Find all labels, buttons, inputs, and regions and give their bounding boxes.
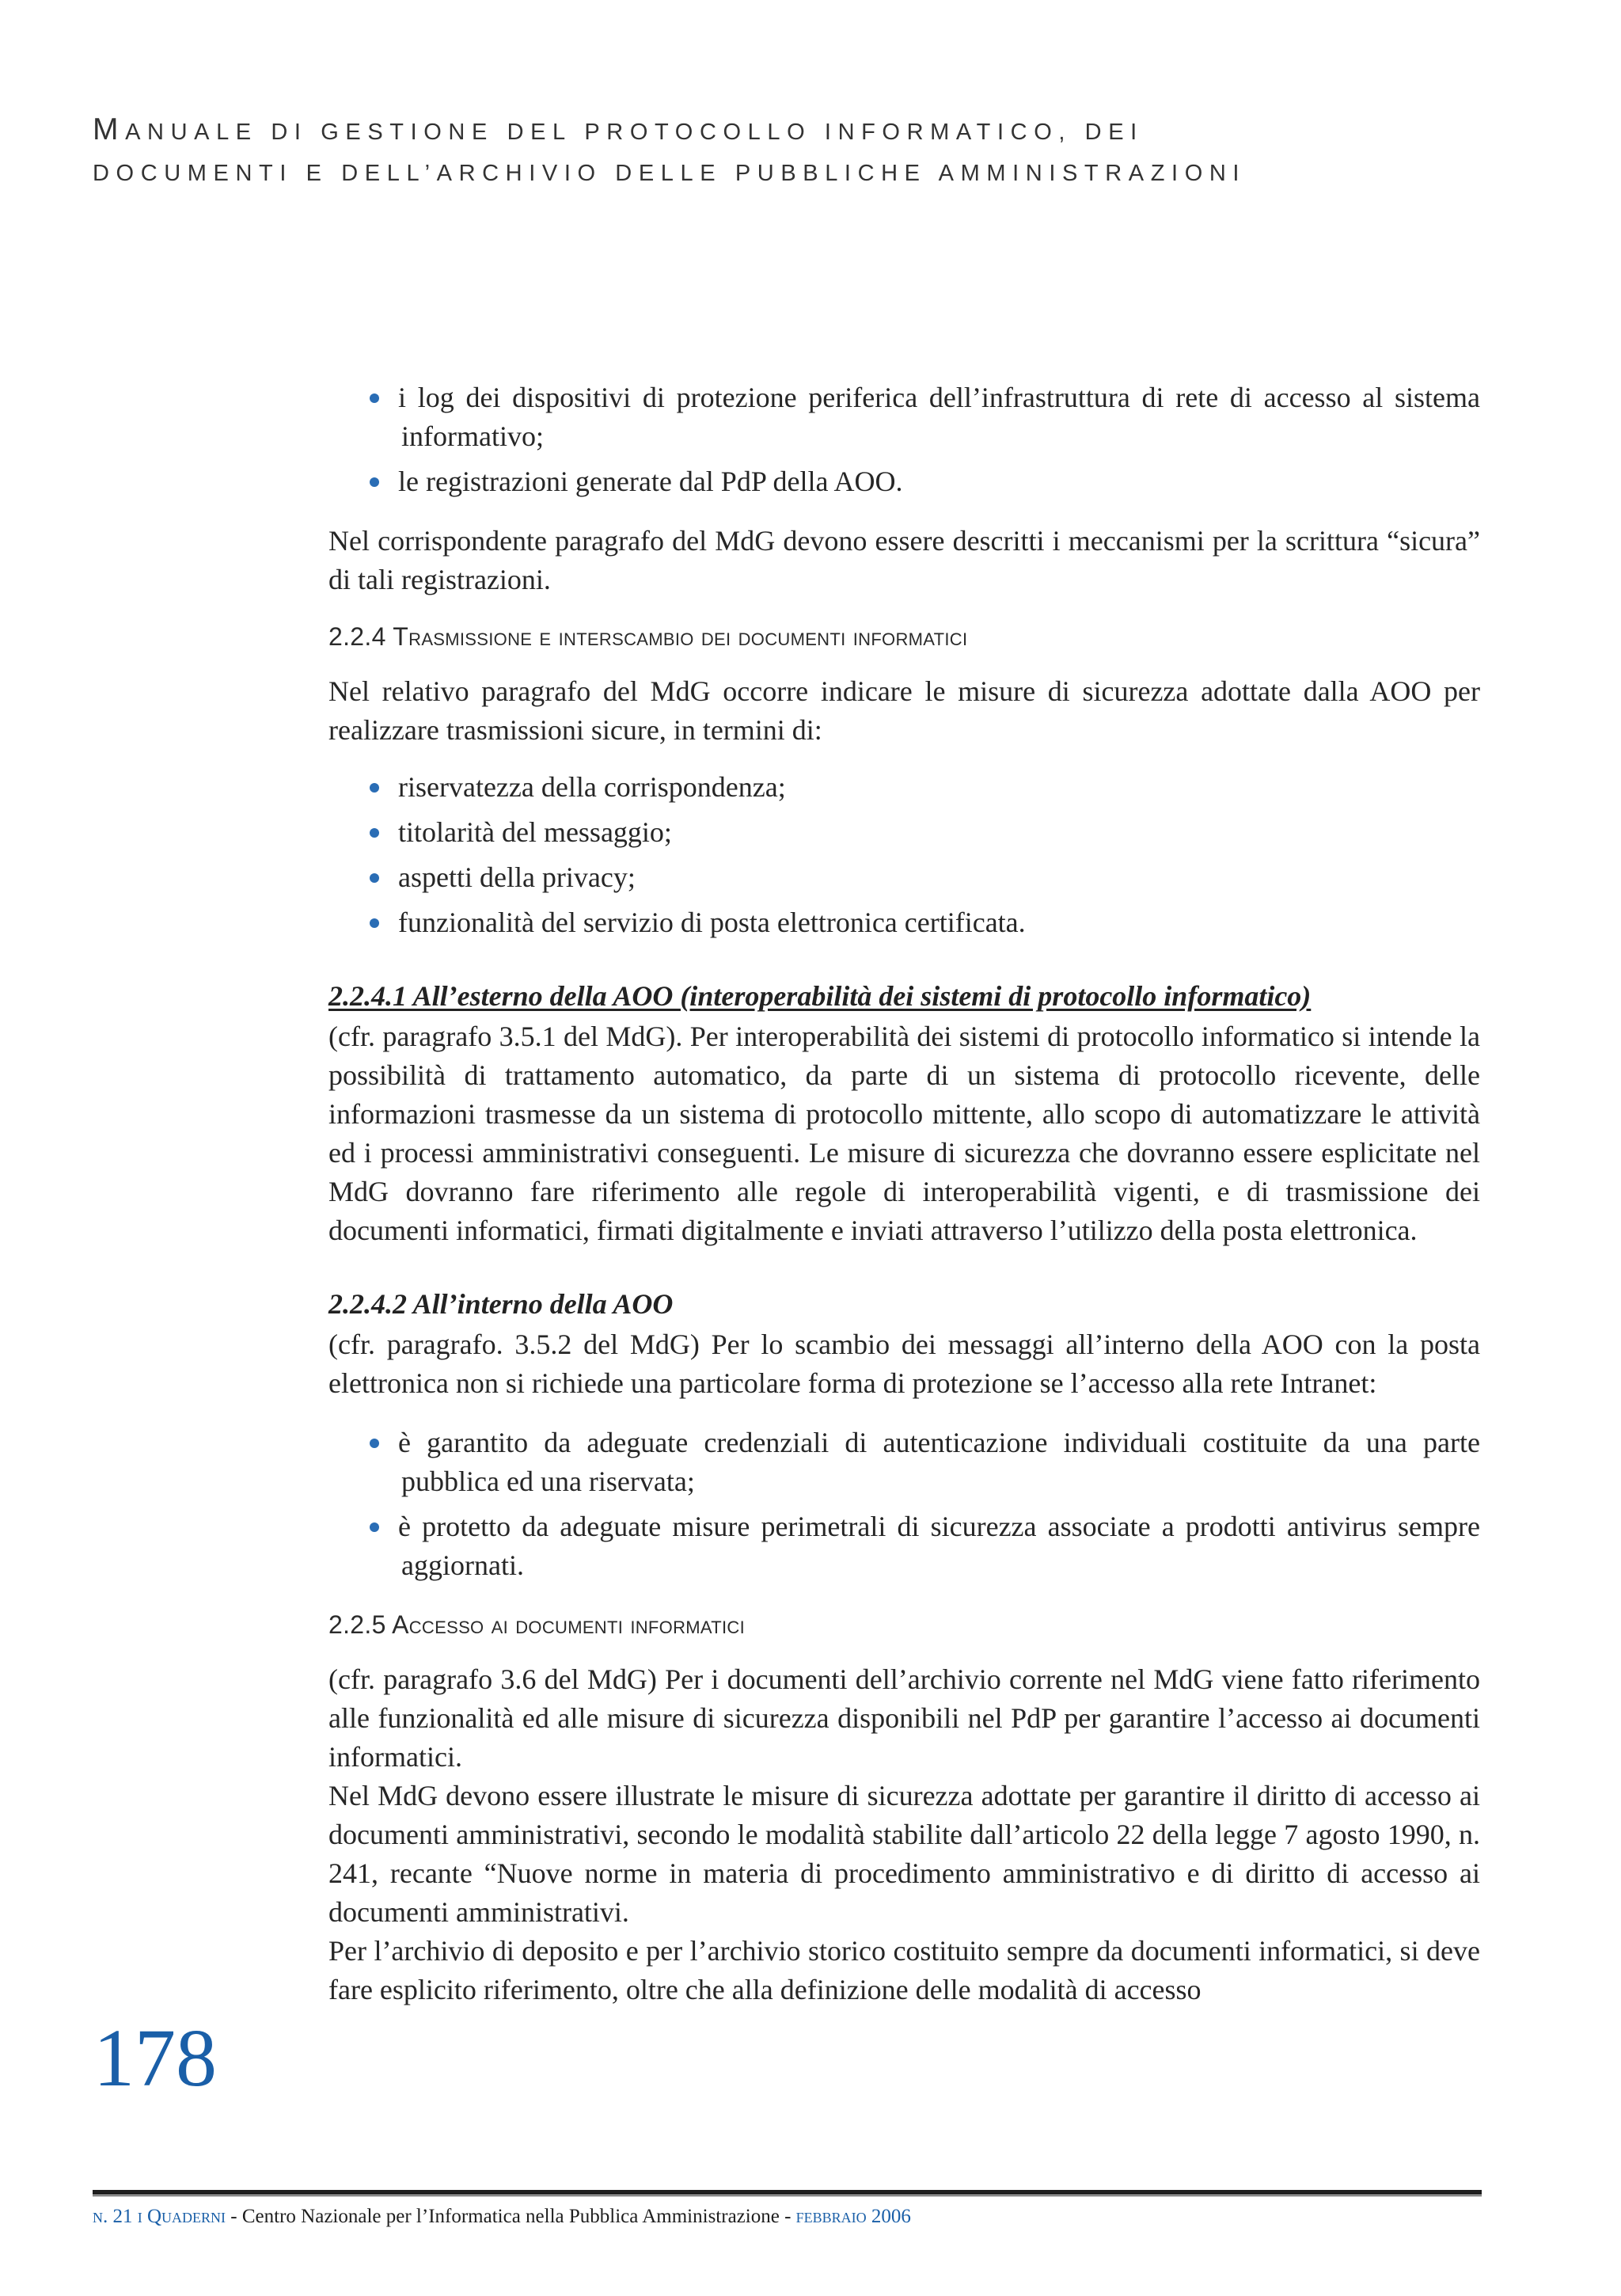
bullet-icon [370, 828, 379, 838]
section-2-2-4-intro: Nel relativo paragrafo del MdG occorre indicare le misure di sicurezza adottate dalla AOO per realizzare trasmissioni sicure, in termini di: [328, 675, 1480, 746]
list-item: è garantito da adeguate credenziali di autenticazione individuali costituite da una parte pubblica ed una riservata; [328, 1424, 1480, 1501]
footer-date: febbraio 2006 [795, 2206, 911, 2227]
page-body [328, 378, 1480, 2009]
bullet-icon [370, 1522, 379, 1532]
header-line-1: MANUALE DI GESTIONE DEL PROTOCOLLO INFORMATICO, DEI [93, 112, 1144, 146]
section-2-2-4-bullets [328, 768, 1480, 942]
page-footer: n. 21 i Quaderni - Centro Nazionale per l’Informatica nella Pubblica Amministrazione - febbraio 2006 [93, 2206, 911, 2227]
subsection-2-2-4-2-body: (cfr. paragrafo. 3.5.2 del MdG) Per lo scambio dei messaggi all’interno della AOO con la posta elettronica non si richiede una particolare forma di protezione se l’accesso alla rete Intranet: [328, 1329, 1480, 1399]
list-item: i log dei dispositivi di protezione periferica dell’infrastruttura di rete di accesso al sistema informativo; [328, 378, 1480, 456]
list-item: aspetti della privacy; [328, 858, 1480, 897]
footer-rule [93, 2190, 1482, 2195]
list-item: le registrazioni generate dal PdP della AOO. [328, 462, 1480, 501]
section-2-2-5-para-3: Per l’archivio di deposito e per l’archivio storico costituito sempre da documenti informatici, si deve fare esplicito riferimento, oltre che alla definizione delle modalità di accesso [328, 1935, 1480, 2005]
list-item: titolarità del messaggio; [328, 813, 1480, 852]
section-heading-2-2-5: 2.2.5 Accesso ai documenti informatici [328, 1610, 745, 1639]
subsection-2-2-4-1-body: (cfr. paragrafo 3.5.1 del MdG). Per interoperabilità dei sistemi di protocollo informatico si intende la possibilità di trattamento automatico, da parte di un sistema di protocollo ricevente, delle informazioni trasmesse da un sistema di protocollo mittente, allo scopo di automatizzare le attività ed i processi amministrativi conseguenti. Le misure di sicurezza che dovranno essere esplicitate nel MdG dovranno fare riferimento alle regole di interoperabilità vigenti, e di trasmissione dei documenti informatici, firmati digitalmente e inviati attraverso l’utilizzo della posta elettronica. [328, 1021, 1480, 1246]
page-number: 178 [93, 2013, 217, 2104]
bullet-icon [370, 1439, 379, 1448]
subsection-heading-2-2-4-2: 2.2.4.2 All’interno della AOO [328, 1288, 674, 1320]
header-line-2: DOCUMENTI E DELL’ARCHIVIO DELLE PUBBLICHE AMMINISTRAZIONI [93, 161, 1247, 186]
top-bullet-list [328, 378, 1480, 501]
footer-issue: n. 21 i Quaderni [93, 2206, 226, 2227]
section-heading-2-2-4: 2.2.4 Trasmissione e interscambio dei documenti informatici [328, 622, 968, 651]
section-2-2-5-para-2: Nel MdG devono essere illustrate le misure di sicurezza adottate per garantire il diritto di accesso ai documenti amministrativi, secondo le modalità stabilite dall’articolo 22 della legge 7 agosto 1990, n. 241, recante “Nuove norme in materia di procedimento amministrativo e di diritto di accesso ai documenti amministrativi. [328, 1780, 1480, 1928]
bullet-icon [370, 477, 379, 487]
list-item: riservatezza della corrispondenza; [328, 768, 1480, 807]
list-item: è protetto da adeguate misure perimetrali di sicurezza associate a prodotti antivirus sempre aggiornati. [328, 1507, 1480, 1585]
subsection-2-2-4-2-bullets [328, 1424, 1480, 1585]
section-2-2-5-para-1: (cfr. paragrafo 3.6 del MdG) Per i documenti dell’archivio corrente nel MdG viene fatto riferimento alle funzionalità ed alle misure di sicurezza disponibili nel PdP per garantire l’accesso ai documenti informatici. [328, 1663, 1480, 1773]
bullet-icon [370, 873, 379, 883]
bullet-icon [370, 393, 379, 403]
footer-publisher: Centro Nazionale per l’Informatica nella Pubblica Amministrazione [241, 2206, 780, 2227]
list-item: funzionalità del servizio di posta elettronica certificata. [328, 903, 1480, 942]
bullet-icon [370, 918, 379, 928]
subsection-heading-2-2-4-1: 2.2.4.1 All’esterno della AOO (interoperabilità dei sistemi di protocollo informatico) [328, 980, 1312, 1012]
bullet-icon [370, 783, 379, 793]
paragraph-scrittura: Nel corrispondente paragrafo del MdG devono essere descritti i meccanismi per la scrittura “sicura” di tali registrazioni. [328, 525, 1480, 595]
running-header [93, 109, 1517, 194]
